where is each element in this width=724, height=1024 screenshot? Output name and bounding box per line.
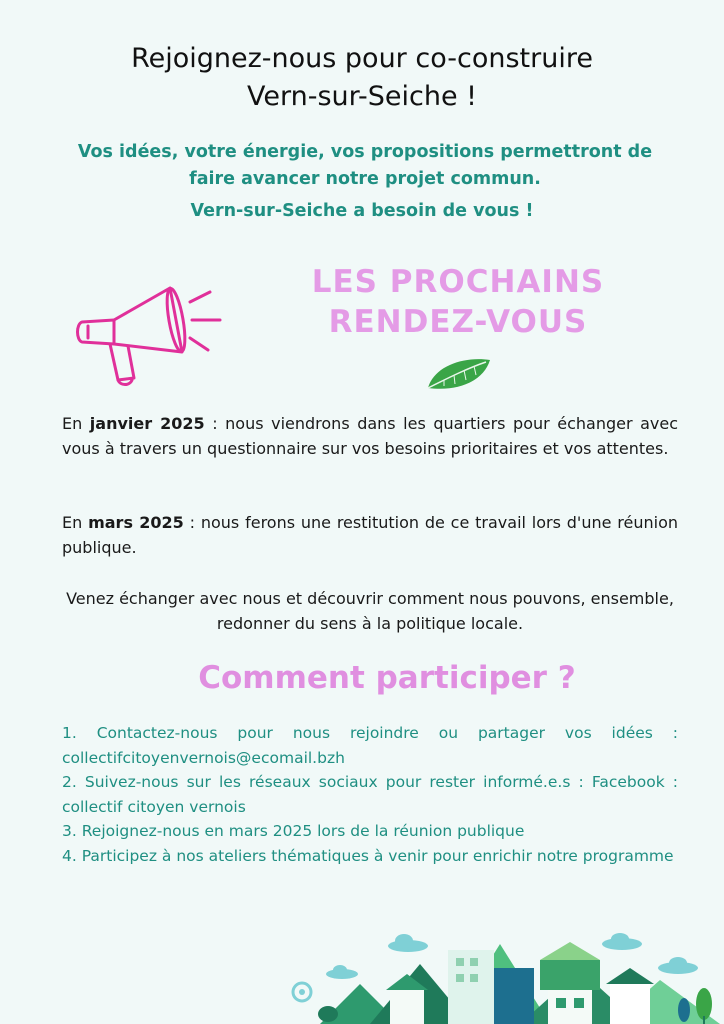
page-title-line-2: Vern-sur-Seiche ! (247, 81, 477, 112)
rendezvous-title (298, 262, 618, 342)
step-item: 4. Participez à nos ateliers thématiques à venir pour enrichir notre programme (62, 846, 674, 865)
event-month: janvier 2025 (89, 414, 205, 433)
invitation-text: Venez échanger avec nous et découvrir comment nous pouvons, ensemble, redonner du sens à la politique locale. (66, 589, 674, 633)
rendezvous-title-line-1: LES PROCHAINS (311, 264, 605, 300)
participate-steps (62, 721, 678, 868)
event-month: mars 2025 (88, 513, 184, 532)
participate-title: Comment participer ? (198, 660, 576, 696)
subtitle: Vos idées, votre énergie, vos propositions permettront de faire avancer notre projet commun. (77, 142, 653, 189)
tagline: Vern-sur-Seiche a besoin de vous ! (190, 201, 534, 221)
event-march: En mars 2025 : nous ferons une restitution de ce travail lors d'une réunion publique. (62, 513, 678, 557)
step-item: 1. Contactez-nous pour nous rejoindre ou partager vos idées : collectifcitoyenvernois@ecomail.bzh (62, 724, 678, 767)
leaf-icon (424, 356, 494, 392)
page-title (0, 40, 724, 116)
step-item: 2. Suivez-nous sur les réseaux sociaux pour rester informé.e.s : Facebook : collectif citoyen vernois (62, 773, 678, 816)
event-january: En janvier 2025 : nous viendrons dans les quartiers pour échanger avec vous à travers un questionnaire sur vos besoins prioritaires et vos attentes. (62, 414, 678, 458)
step-item: 3. Rejoignez-nous en mars 2025 lors de la réunion publique (62, 822, 525, 840)
megaphone-icon (74, 282, 234, 392)
rendezvous-title-line-2: RENDEZ-VOUS (328, 304, 588, 340)
town-illustration (280, 920, 724, 1024)
page-title-line-1: Rejoignez-nous pour co-construire (131, 43, 593, 74)
